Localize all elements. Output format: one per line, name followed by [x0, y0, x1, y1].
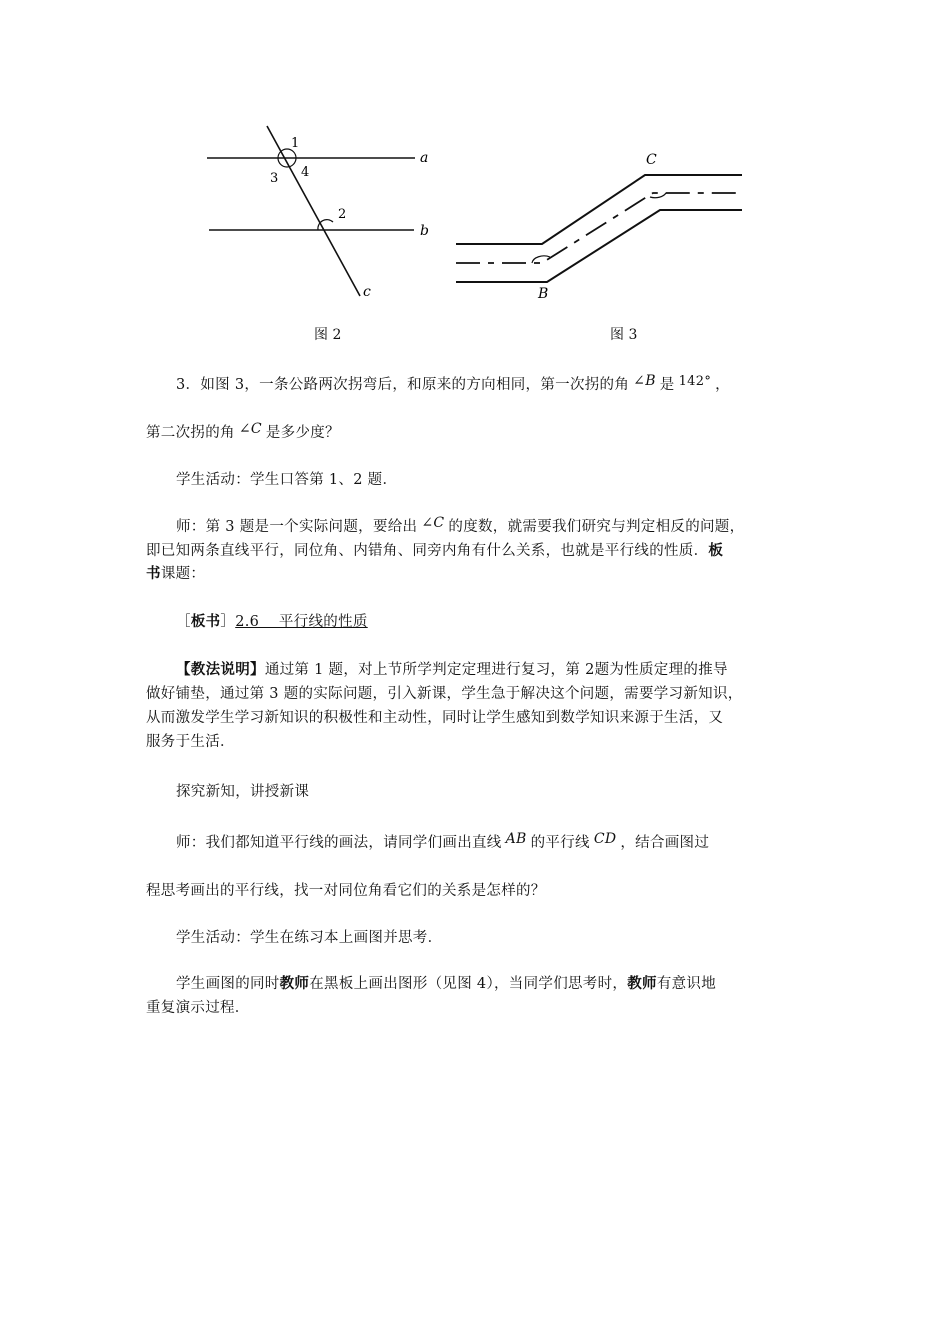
label-3: 3	[270, 171, 279, 186]
label-a: a	[420, 150, 429, 166]
teacher-paragraph-2-line-1: 师：我们都知道平行线的画法，请同学们画出直线 AB 的平行线 CD ，结合画图过	[176, 831, 710, 851]
road-center-dashed	[456, 193, 742, 263]
question-3-line-2: 第二次拐的角 ∠C 是多少度？	[146, 421, 340, 441]
teacher-paragraph-1-line-3: 书课题：	[146, 565, 206, 582]
method-line-3: 从而激发学生学习新知识的积极性和主动性，同时让学生感知到数学知识来源于生活，又	[146, 710, 724, 726]
method-line-4: 服务于生活．	[146, 734, 235, 750]
line-cd-symbol: CD	[593, 831, 617, 847]
teacher-paragraph-1-line-2: 即已知两条直线平行，同位角、内错角、同旁内角有什么关系，也就是平行线的性质．板	[146, 542, 724, 559]
label-B: B	[538, 286, 549, 302]
question-3-line-1: 3．如图 3，一条公路两次拐弯后，和原来的方向相同，第一次拐的角 ∠B 是 142° ，	[176, 373, 730, 393]
teacher-paragraph-1-line-1: 师：第 3 题是一个实际问题，要给出 ∠C 的度数，就需要我们研究与判定相反的问题，	[176, 515, 745, 535]
road-lower-edge	[456, 210, 742, 282]
teacher-paragraph-2-line-2: 程思考画出的平行线，找一对同位角看它们的关系是怎样的？	[146, 883, 546, 899]
final-paragraph-line-2: 重复演示过程．	[146, 1000, 250, 1016]
board-title: ［板书］2.6 平行线的性质	[176, 613, 368, 630]
label-c: c	[363, 284, 371, 300]
student-activity-1: 学生活动：学生口答第 1、2 题．	[176, 472, 398, 488]
student-activity-2: 学生活动：学生在练习本上画图并思考．	[176, 930, 443, 946]
degree-value: 142°	[678, 374, 712, 389]
final-paragraph-line-1: 学生画图的同时教师在黑板上画出图形（见图 4），当同学们思考时，教师有意识地	[176, 975, 717, 992]
angle-b-symbol: ∠B	[633, 373, 656, 389]
label-1: 1	[291, 136, 300, 151]
method-line-1: 【教法说明】通过第 1 题，对上节所学判定定理进行复习，第 2题为性质定理的推导	[176, 661, 728, 678]
line-ab-symbol: AB	[505, 831, 527, 847]
angle-c-symbol: ∠C	[238, 421, 262, 437]
label-b: b	[420, 223, 429, 239]
angle-c-symbol-2: ∠C	[421, 515, 445, 531]
explore-heading: 探究新知，讲授新课	[176, 784, 310, 800]
figure-3-road-diagram	[450, 145, 750, 305]
figure-2-parallel-lines-diagram	[200, 120, 440, 305]
method-line-2: 做好铺垫，通过第 3 题的实际问题，引入新课，学生急于解决这个问题，需要学习新知识，	[146, 686, 743, 702]
label-4: 4	[301, 165, 310, 180]
label-2: 2	[338, 207, 347, 222]
figure-2-caption: 图 2	[314, 327, 342, 343]
figure-3-caption: 图 3	[610, 327, 638, 343]
label-C: C	[646, 152, 657, 168]
